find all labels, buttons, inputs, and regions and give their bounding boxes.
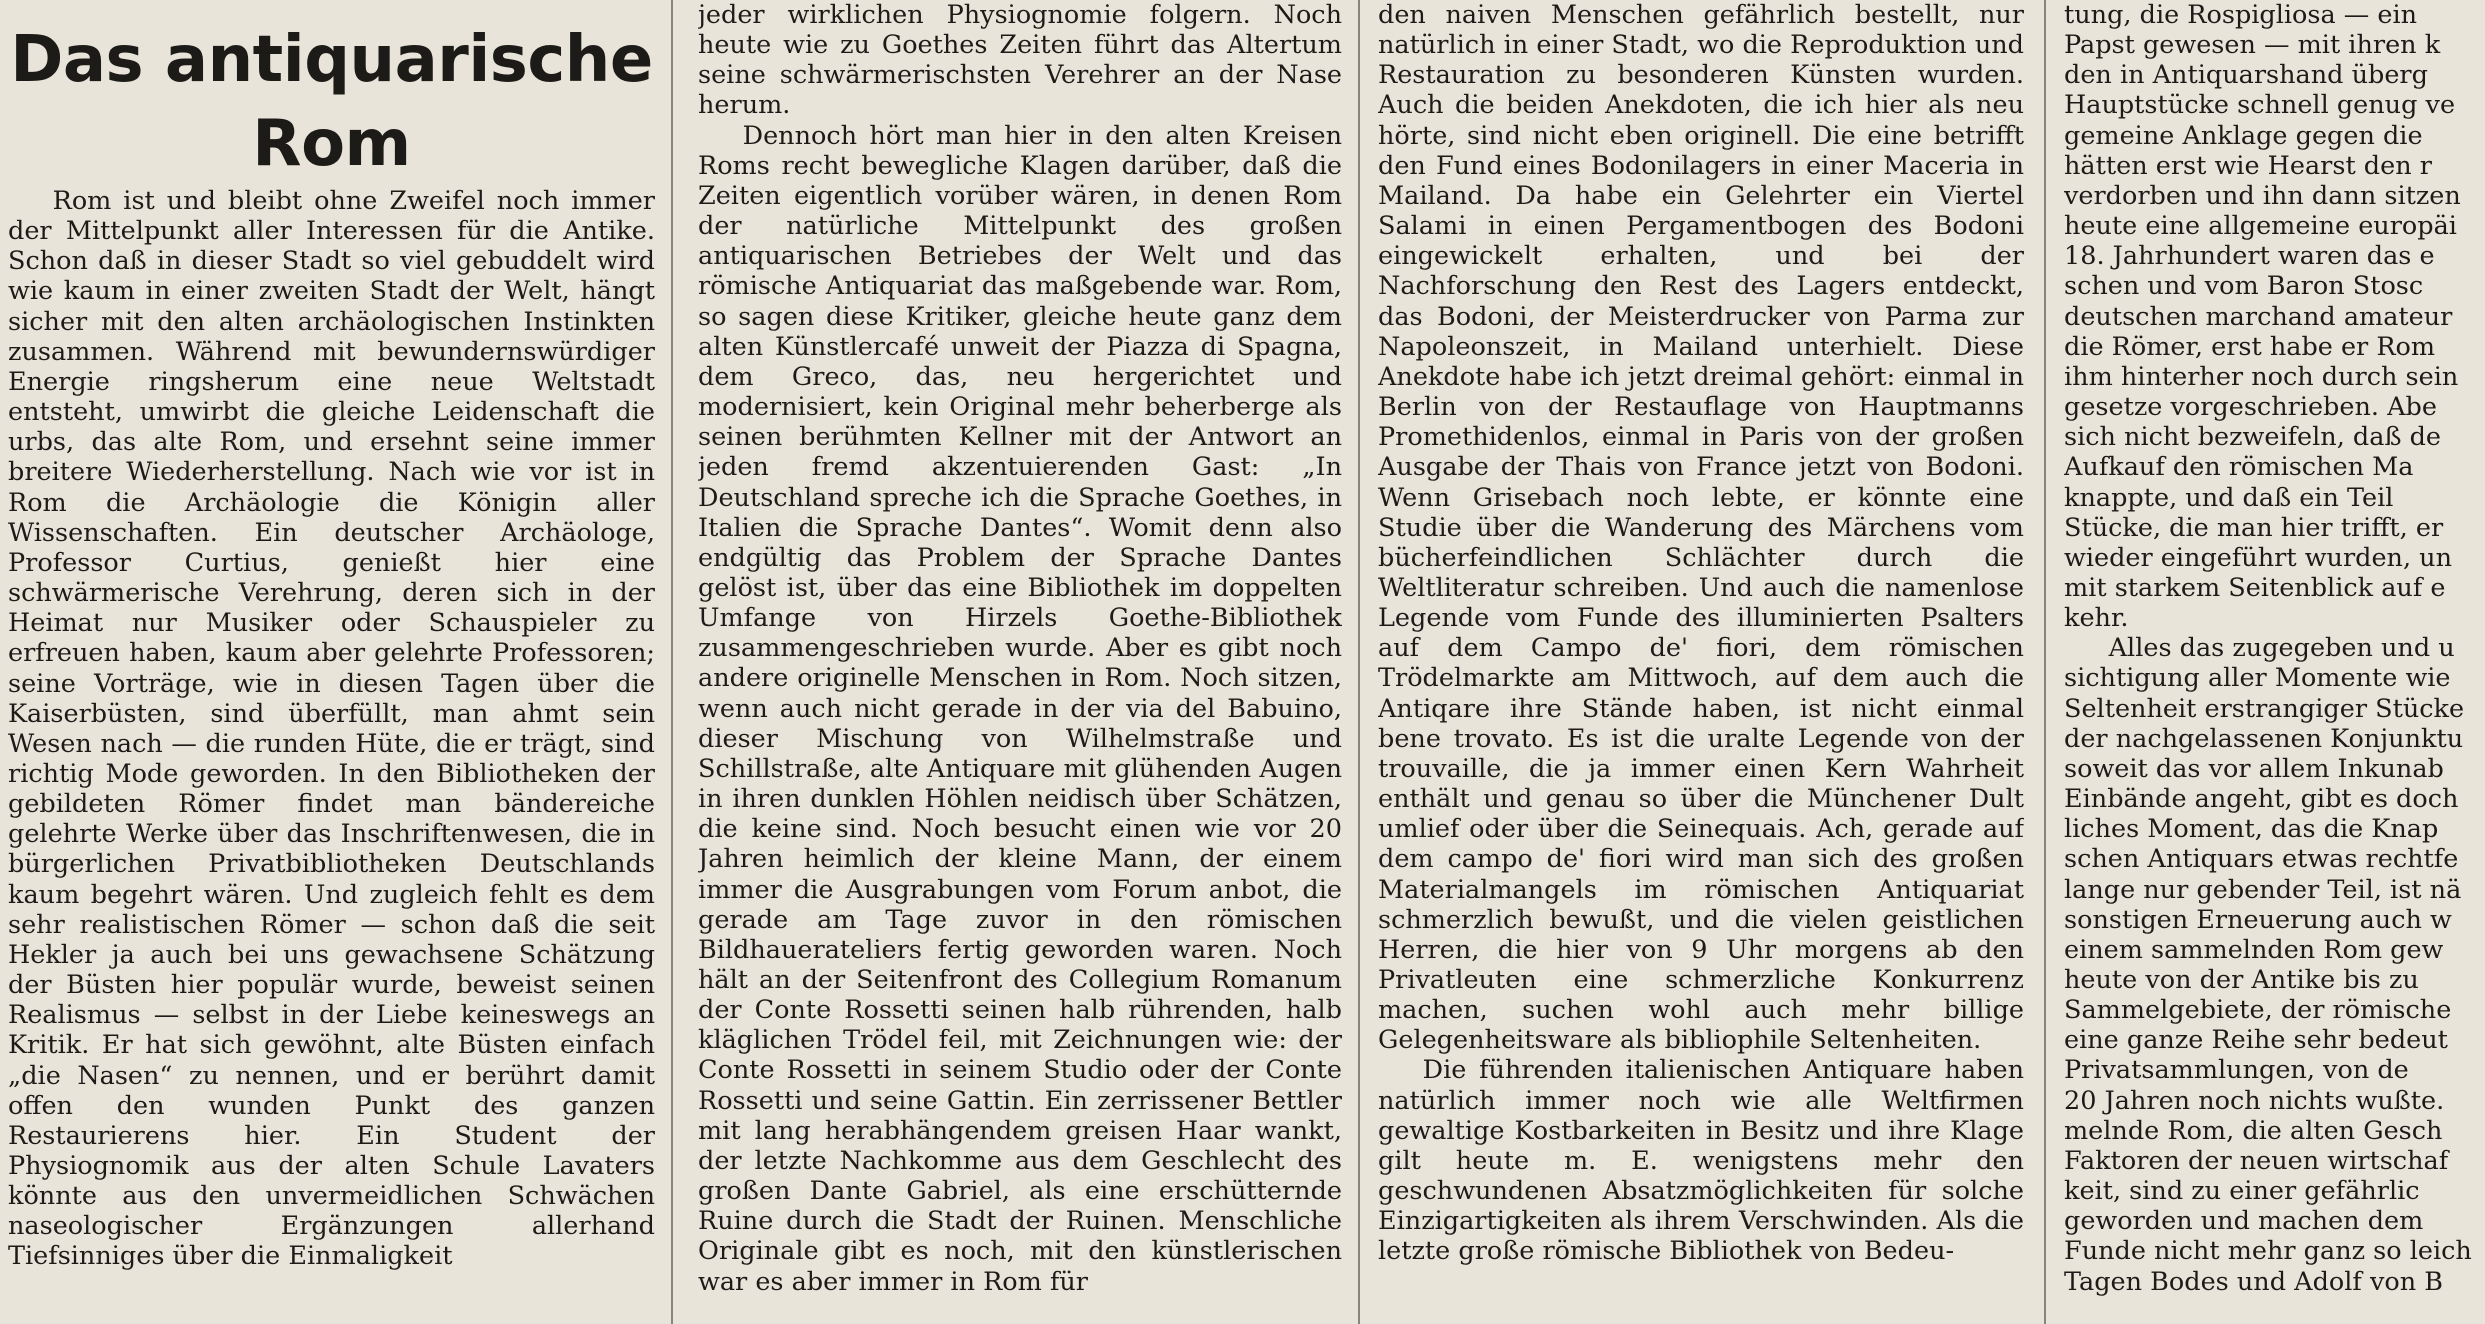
text-line: heute von der Antike bis zu [2064, 965, 2419, 995]
text-line: die Römer, erst habe er Rom [2064, 331, 2436, 362]
paragraph: Rom ist und bleibt ohne Zweifel noch immer der Mittelpunkt aller Interessen für die Antike. Schon daß in dieser Stadt so viel gebuddelt wird wie kaum in einer zweiten Stadt der Welt, hängt sicher mit den alten archäologischen Instinkten zusammen. Während mit bewundernswürdiger Energie ringsherum eine neue Weltstadt entsteht, umwirbt die gleiche Leidenschaft die urbs, das alte Rom, und ersehnt seine immer breitere Wiederherstellung. Nach wie vor ist in Rom die Archäologie die Königin aller Wissenschaften. Ein deutscher Archäologe, Professor Curtius, genießt hier eine schwärmerische Verehrung, deren sich in der Heimat nur Musiker oder Schauspieler zu erfreuen haben, kaum aber gelehrte Professoren; seine Vorträge, wie in diesen Tagen über die Kaiserbüsten, sind überfüllt, man ahmt sein Wesen nach — die runden Hüte, die er trägt, sind richtig Mode geworden. In den Bibliotheken der gebildeten Römer findet man bändereiche gelehrte Werke über das Inschriftenwesen, die in bürgerlichen Privatbibliotheken Deutschlands kaum begehrt wären. Und zugleich fehlt es dem sehr realistischen Römer — schon daß die seit Hekler ja auch bei uns gewachsene Schätzung der Büsten hier populär wurde, beweist seinen Realismus — selbst in der Liebe keineswegs an Kritik. Er hat sich gewöhnt, alte Büsten einfach „die Nasen“ zu nennen, und er berührt damit offen den wunden Punkt des ganzen Restaurierens hier. Ein Student der Physiognomik aus der alten Schule Lavaters könnte aus den unvermeidlichen Schwächen naseologischer Ergänzungen allerhand Tiefsinniges über die Einmaligkeit [8, 186, 655, 1272]
text-line: wieder eingeführt wurden, un [2064, 542, 2453, 573]
text-line: der nachgelassenen Konjunktu [2064, 723, 2464, 754]
text-line: Seltenheit erstrangiger Stücke [2064, 693, 2465, 724]
text-line: sichtigung aller Momente wie [2064, 663, 2451, 694]
text-line: geworden und machen dem [2064, 1206, 2424, 1237]
column-rule [671, 0, 673, 1324]
text-line: Funde nicht mehr ganz so leich [2064, 1236, 2472, 1267]
text-line: kehr. [2064, 603, 2129, 634]
text-line: einem sammelnden Rom gew [2064, 934, 2444, 965]
text-line: Faktoren der neuen wirtschaf [2064, 1145, 2449, 1176]
text-line: Privatsammlungen, von de [2064, 1055, 2409, 1086]
text-line: 20 Jahren noch nichts wußte. [2064, 1085, 2445, 1116]
paragraph: jeder wirklichen Physiognomie folgern. Noch heute wie zu Goethes Zeiten führt das Altertum seine schwärmerischsten Verehrer an der Nase herum. [698, 0, 1342, 121]
text-line: ihm hinterher noch durch sein [2064, 361, 2459, 392]
paragraph: Dennoch hört man hier in den alten Kreisen Roms recht bewegliche Klagen darüber, daß die Zeiten eigentlich vorüber wären, in denen Rom der natürliche Mittelpunkt des großen antiquarischen Betriebes der Welt und das römische Antiquariat das maßgebende war. Rom, so sagen diese Kritiker, gleiche heute ganz dem alten Künstlercafé unweit der Piazza di Spagna, dem Greco, das, neu hergerichtet und modernisiert, kein Original mehr beherberge als seinen berühmten Kellner mit der Antwort an jeden fremd akzentuierenden Gast: „In Deutschland spreche ich die Sprache Goethes, in Italien die Sprache Dantes“. Womit denn also endgültig das Problem der Sprache Dantes gelöst ist, über das eine Bibliothek im doppelten Umfange von Hirzels Goethe-Bibliothek zusammengeschrieben wurde. Aber es gibt noch andere originelle Menschen in Rom. Noch sitzen, wenn auch nicht gerade in der via del Babuino, dieser Mischung von Wilhelmstraße und Schillstraße, alte Antiquare mit glühenden Augen in ihren dunklen Höhlen neidisch über Schätzen, die keine sind. Noch besucht einen wie vor 20 Jahren heimlich der kleine Mann, der einem immer die Ausgrabungen vom Forum anbot, die gerade am Tage zuvor in den römischen Bildhauerateliers fertig geworden waren. Noch hält an der Seitenfront des Collegium Romanum der Conte Rossetti seinen halb rührenden, halb kläglichen Trödel feil, mit Zeichnungen wie: der Conte Rossetti in seinem Studio oder der Conte Rossetti und seine Gattin. Ein zerrissener Bettler mit lang herabhängendem greisen Haar wankt, der letzte Nachkomme aus dem Geschlecht des großen Dante Gabriel, als eine erschütternde Ruine durch die Stadt der Ruinen. Menschliche Originale gibt es noch, mit den künstlerischen war es aber immer in Rom für [698, 120, 1342, 1297]
text-line: den in Antiquarshand überg [2064, 60, 2428, 91]
text-line: knappte, und daß ein Teil [2064, 482, 2394, 513]
text-line: Stücke, die man hier trifft, er [2064, 512, 2444, 543]
paragraph: Die führenden italienischen Antiquare haben natürlich immer noch wie alle Weltfirmen gewaltige Kostbarkeiten in Besitz und ihre Klage gilt heute m. E. wenigstens mehr den geschwundenen Absatzmöglichkeiten für solche Einzigartigkeiten als ihrem Verschwinden. Als die letzte große römische Bibliothek von Bedeu- [1378, 1055, 2024, 1267]
text-line: Tagen Bodes und Adolf von B [2064, 1266, 2443, 1297]
column-rule [2044, 0, 2046, 1324]
text-line: gesetze vorgeschrieben. Abe [2064, 392, 2437, 423]
column-2 [698, 0, 1342, 1324]
article-headline [8, 0, 655, 186]
column-1 [8, 0, 655, 1324]
text-line: melnde Rom, die alten Gesch [2064, 1115, 2443, 1146]
text-line: eine ganze Reihe sehr bedeut [2064, 1025, 2448, 1056]
text-line: keit, sind zu einer gefährlic [2064, 1176, 2420, 1207]
column-rule [1358, 0, 1360, 1324]
text-line: Alles das zugegeben und u [2108, 633, 2455, 664]
text-line: Aufkauf den römischen Ma [2064, 452, 2414, 483]
paragraph: den naiven Menschen gefährlich bestellt, nur natürlich in einer Stadt, wo die Reproduktion und Restauration zu besonderen Künsten wurden. Auch die beiden Anekdoten, die ich hier als neu hörte, sind nicht eben originell. Die eine betrifft den Fund eines Bodonilagers in einer Maceria in Mailand. Da habe ein Gelehrter ein Viertel Salami in einen Pergamentbogen des Bodoni eingewickelt erhalten, und bei der Nachforschung den Rest des Lagers entdeckt, das Bodoni, der Meisterdrucker von Parma zur Napoleonszeit, in Mailand unterhielt. Diese Anekdote habe ich jetzt dreimal gehört: einmal in Berlin von der Restauflage von Hauptmanns Promethidenlos, einmal in Paris von der großen Ausgabe der Thais von France jetzt von Bodoni. Wenn Grisebach noch lebte, er könnte eine Studie über die Wanderung des Märchens vom bücherfeindlichen Schlächter durch die Weltliteratur schreiben. Und auch die namenlose Legende vom Funde des illuminierten Psalters auf dem Campo de' fiori, dem römischen Trödelmarkte am Mittwoch, auf dem auch die Antiqare ihre Stände haben, ist nicht einmal bene trovato. Es ist die uralte Legende von der trouvaille, die ja immer einen Kern Wahrheit enthält und genau so über die Münchener Dult umlief oder über die Seinequais. Ach, gerade auf dem campo de' fiori wird man sich des großen Materialmangels im römischen Antiquariat schmerzlich bewußt, und die vielen geistlichen Herren, die hier von 9 Uhr morgens ab den Privatleuten eine schmerzliche Konkurrenz machen, suchen wohl auch mehr billige Gelegenheitsware als bibliophile Seltenheiten. [1378, 0, 2024, 1056]
text-line: Einbände angeht, gibt es doch [2064, 784, 2459, 815]
text-line: lange nur gebender Teil, ist nä [2064, 874, 2462, 905]
text-line: 18. Jahrhundert waren das e [2064, 241, 2435, 272]
column-4 [2064, 0, 2485, 1324]
text-line: heute eine allgemeine europäi [2064, 211, 2457, 242]
text-line: sonstigen Erneuerung auch w [2064, 904, 2452, 935]
text-line: mit starkem Seitenblick auf e [2064, 572, 2446, 603]
text-line: hätten erst wie Hearst den r [2064, 150, 2432, 181]
text-line: sich nicht bezweifeln, daß de [2064, 422, 2442, 453]
text-line: verdorben und ihn dann sitzen [2064, 180, 2461, 211]
text-line: schen Antiquars etwas rechtfe [2064, 844, 2459, 875]
text-line: deutschen marchand amateur [2064, 301, 2453, 332]
text-line: tung, die Rospigliosa — ein [2064, 0, 2418, 30]
headline-line-1: Das antiquarische [10, 23, 653, 97]
text-line: Hauptstücke schnell genug ve [2064, 90, 2456, 121]
column-3 [1378, 0, 2024, 1324]
text-line: gemeine Anklage gegen die [2064, 120, 2423, 151]
text-line: liches Moment, das die Knap [2064, 814, 2439, 845]
text-line: schen und vom Baron Stosc [2064, 271, 2424, 302]
text-line: Sammelgebiete, der römische [2064, 995, 2452, 1026]
text-line: soweit das vor allem Inkunab [2064, 753, 2444, 784]
headline-line-2: Rom [252, 107, 411, 181]
text-line: Papst gewesen — mit ihren k [2064, 30, 2441, 61]
